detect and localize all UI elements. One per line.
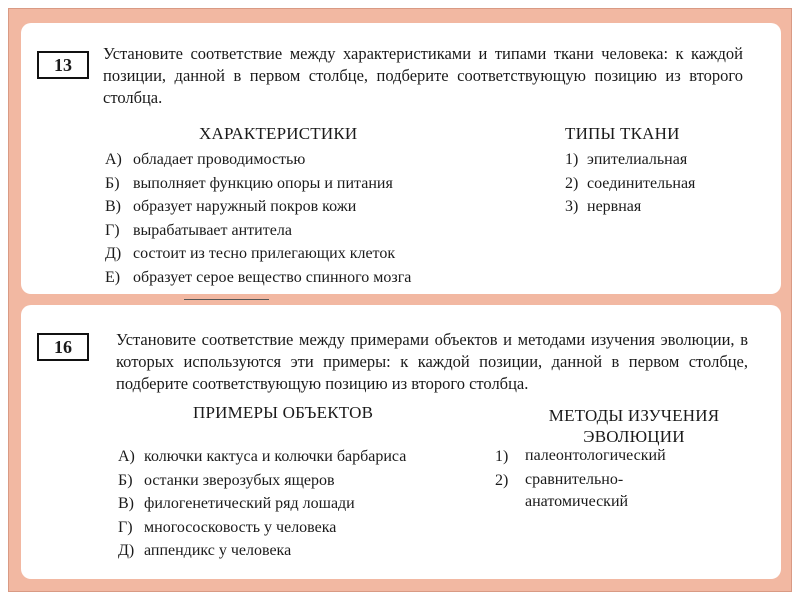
tissue-types-heading: ТИПЫ ТКАНИ bbox=[565, 124, 680, 143]
separator-line bbox=[184, 299, 269, 300]
list-item: В) образует наружный покров кожи bbox=[105, 198, 357, 215]
task-13-question: Установите соответствие между характеристиками и типами ткани человека: к каждой позиции, данной в первом столбце, подберите соответствующую позицию из второго столбца. bbox=[103, 44, 743, 107]
list-item: 2) сравнительно-анатомический bbox=[495, 470, 629, 510]
list-item: 1) эпителиальная bbox=[565, 151, 688, 168]
slide-frame bbox=[8, 8, 792, 592]
list-item: А) колючки кактуса и колючки барбариса bbox=[118, 448, 407, 465]
examples-list bbox=[118, 445, 406, 563]
list-item: 3) нервная bbox=[565, 198, 642, 215]
list-item: Д) состоит из тесно прилегающих клеток bbox=[105, 245, 396, 262]
task-13-panel bbox=[21, 23, 781, 294]
task-16-panel bbox=[21, 305, 781, 579]
task-number-13: 13 bbox=[37, 51, 89, 79]
characteristics-heading: ХАРАКТЕРИСТИКИ bbox=[199, 124, 358, 143]
task-number-16: 16 bbox=[37, 333, 89, 361]
list-item: А) обладает проводимостью bbox=[105, 151, 306, 168]
list-item: 2) соединительная bbox=[565, 174, 696, 192]
characteristics-list bbox=[105, 148, 411, 289]
task-16-question: Установите соответствие между примерами объектов и методами изучения эволюции, в которых используются эти примеры: к каждой позиции, данной в первом столбце, подберите соответствующую позицию из второго столбца. bbox=[116, 330, 748, 393]
list-item: Е) образует серое вещество спинного мозга bbox=[105, 268, 412, 286]
examples-heading: ПРИМЕРЫ ОБЪЕКТОВ bbox=[193, 403, 374, 422]
methods-heading: МЕТОДЫ ИЗУЧЕНИЯ ЭВОЛЮЦИИ bbox=[548, 406, 720, 446]
list-item: 1) палеонтологический bbox=[495, 447, 666, 465]
list-item: Д) аппендикс у человека bbox=[118, 542, 292, 559]
methods-list bbox=[495, 445, 665, 513]
list-item: Г) вырабатывает антитела bbox=[105, 221, 292, 239]
list-item: Г) многососковость у человека bbox=[118, 518, 337, 536]
tissue-types-list bbox=[565, 148, 695, 219]
list-item: Б) останки зверозубых ящеров bbox=[118, 471, 335, 489]
list-item: Б) выполняет функцию опоры и питания bbox=[105, 174, 393, 192]
list-item: В) филогенетический ряд лошади bbox=[118, 495, 355, 512]
